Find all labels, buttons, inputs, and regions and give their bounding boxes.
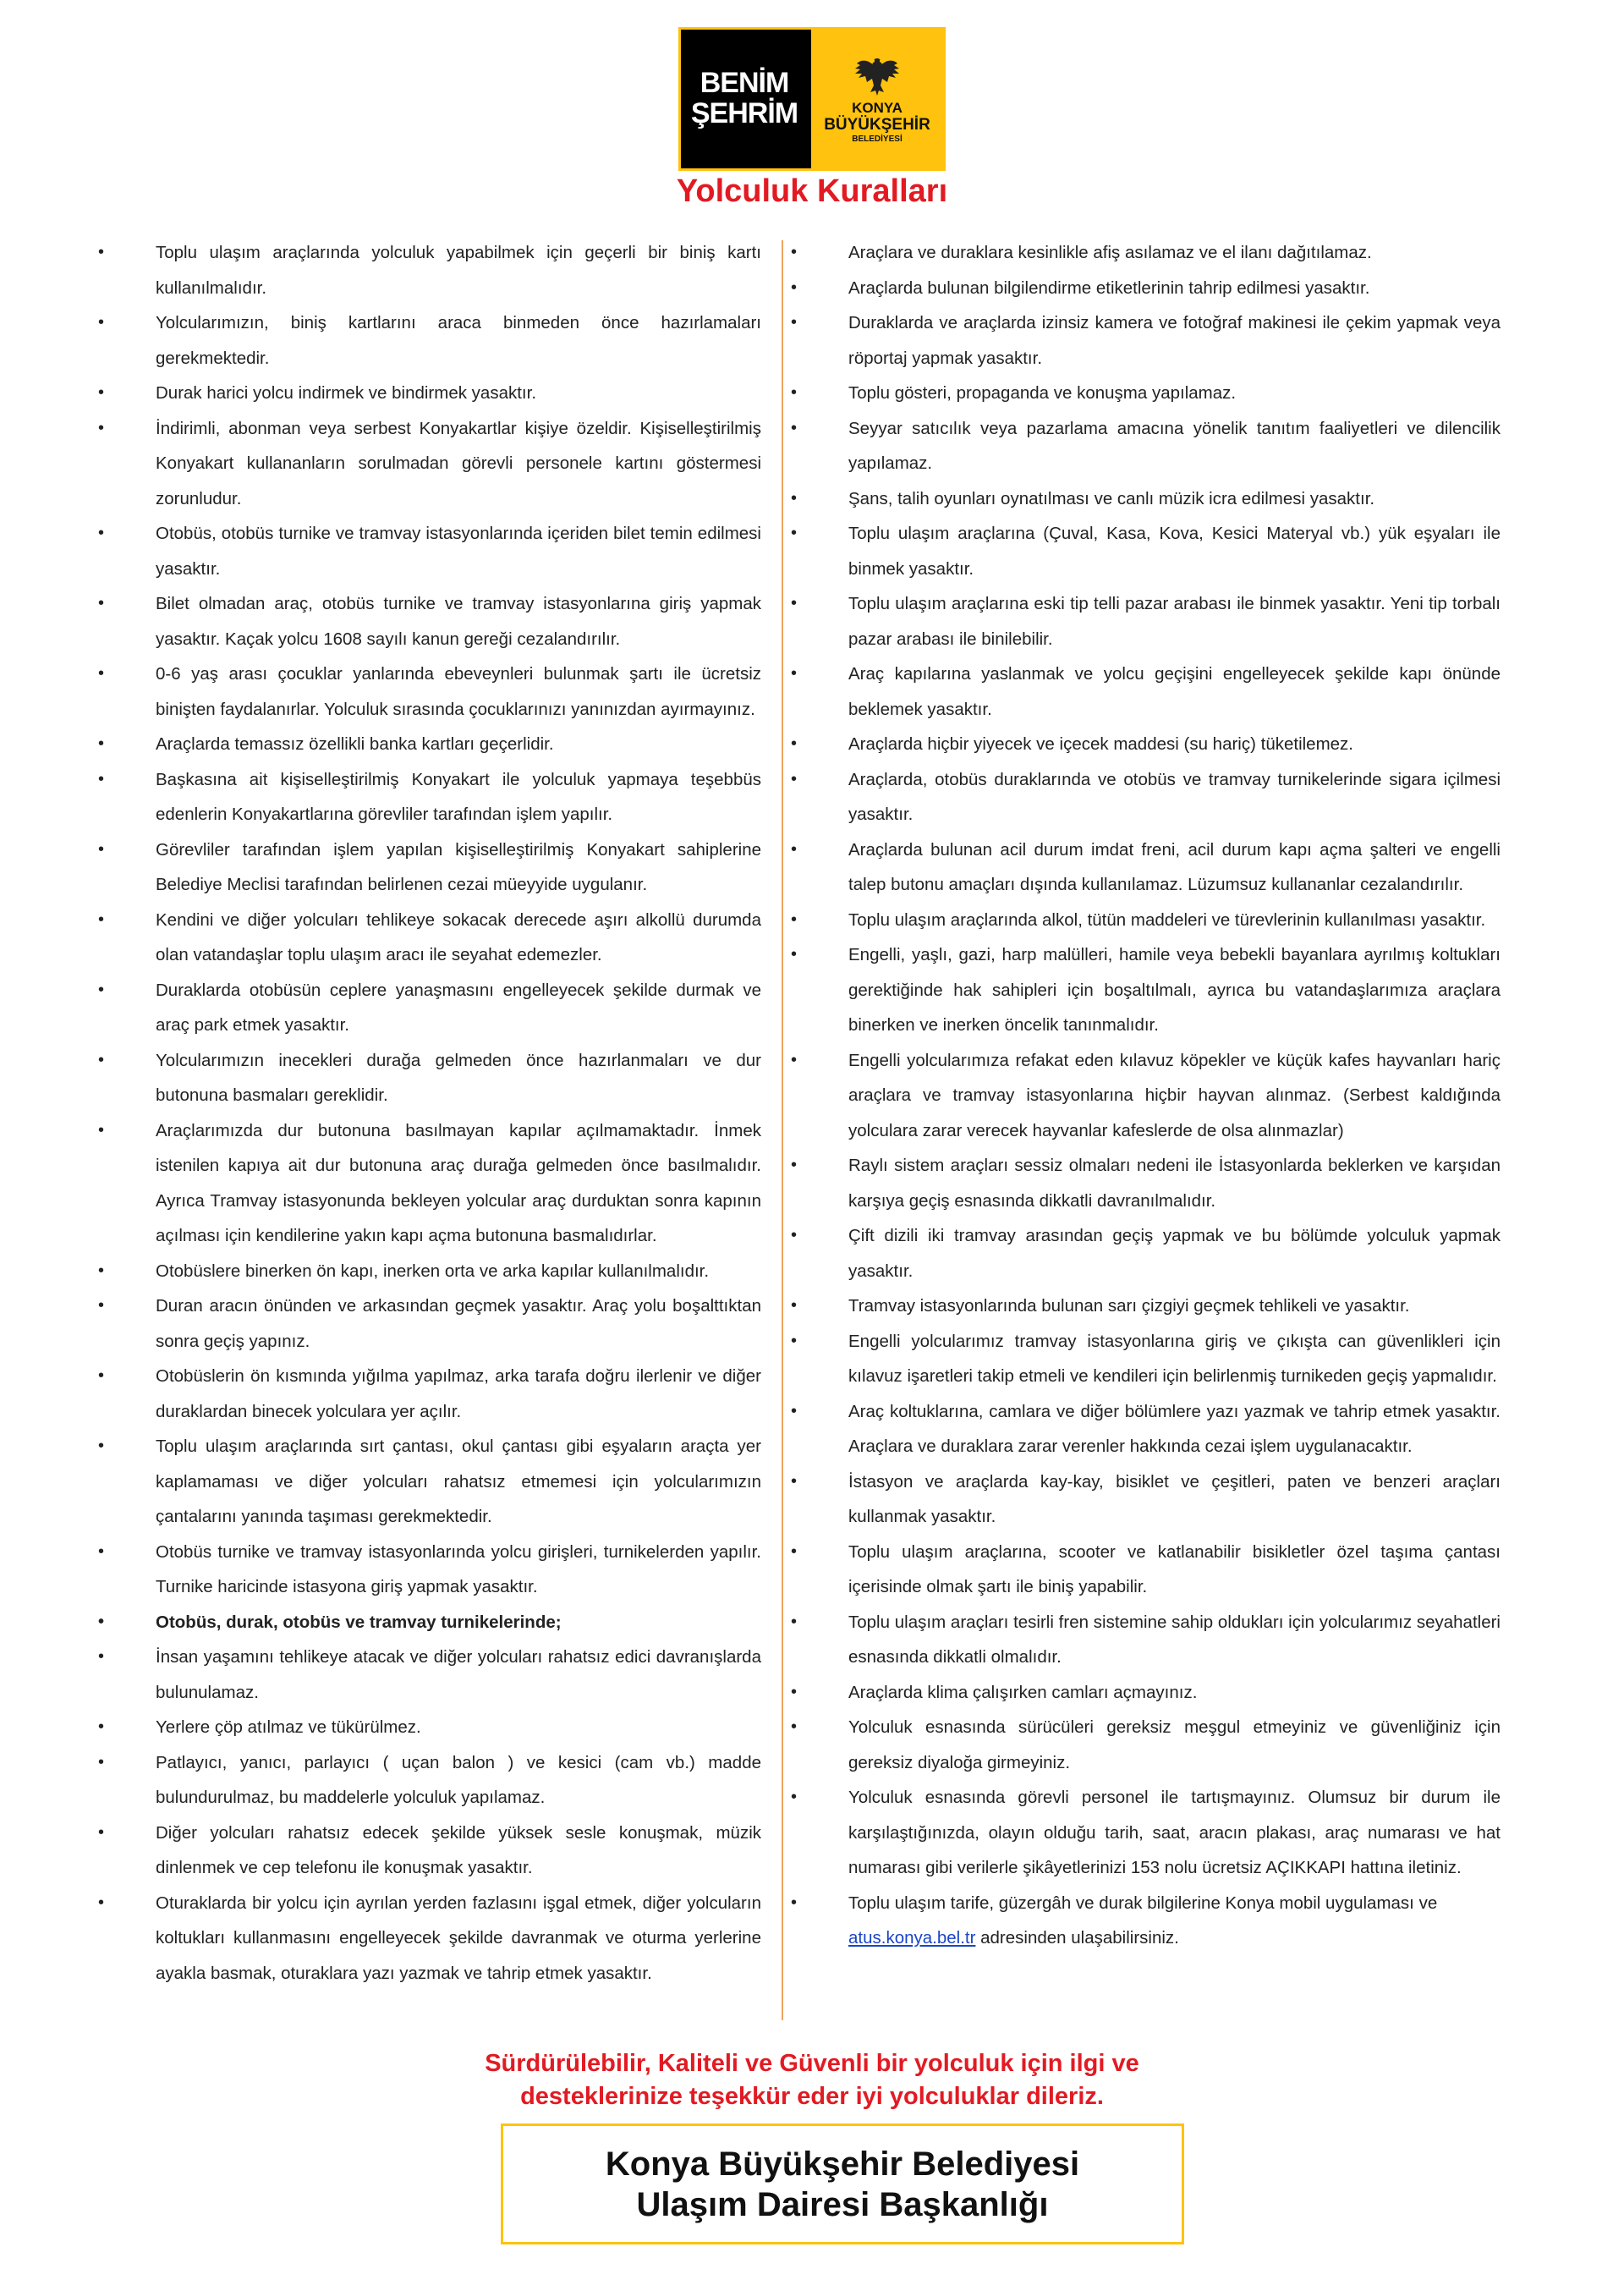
rule-item: • Otobüslerin ön kısmında yığılma yapılmaz, arka tarafa doğru ilerlenir ve diğer duraklardan binecek yolculara yer açılır. bbox=[93, 1359, 761, 1429]
rule-item: • Yolculuk esnasında sürücüleri gereksiz meşgul etmeyiniz ve güvenliğiniz için gereksiz diyaloğa girmeyiniz. bbox=[786, 1710, 1501, 1780]
double-headed-eagle-icon bbox=[850, 53, 904, 101]
rule-item: • Yolcularımızın inecekleri durağa gelmeden önce hazırlanmaları ve dur butonuna basmaları gereklidir. bbox=[93, 1043, 761, 1113]
rule-item: • Raylı sistem araçları sessiz olmaları nedeni ile İstasyonlarda beklerken ve karşıdan karşıya geçiş esnasında dikkatli davranılmalıdır. bbox=[786, 1148, 1501, 1218]
closing-line-2: desteklerinize teşekkür eder iyi yolculuklar dileriz. bbox=[520, 2083, 1104, 2110]
logo-text-line1: BENİM bbox=[700, 67, 789, 100]
footer-signature-box bbox=[501, 2123, 1184, 2244]
rule-item: • İnsan yaşamını tehlikeye atacak ve diğer yolcuları rahatsız edici davranışlarda bulunulamaz. bbox=[93, 1640, 761, 1710]
rule-item: • Araç koltuklarına, camlara ve diğer bölümlere yazı yazmak ve tahrip etmek yasaktır. Araçlara ve duraklara zarar verenler hakkında cezai işlem uygulanacaktır. bbox=[786, 1394, 1501, 1464]
rule-item: • Otobüslere binerken ön kapı, inerken orta ve arka kapılar kullanılmalıdır. bbox=[93, 1254, 761, 1289]
closing-line-1: Sürdürülebilir, Kaliteli ve Güvenli bir yolculuk için ilgi ve bbox=[485, 2050, 1139, 2077]
rule-item: • İndirimli, abonman veya serbest Konyakartlar kişiye özeldir. Kişiselleştirilmiş Konyakart kullananların sorulmadan görevli personele kartını göstermesi zorunludur. bbox=[93, 411, 761, 517]
rule-item: • Duran aracın önünden ve arkasından geçmek yasaktır. Araç yolu boşalttıktan sonra geçiş yapınız. bbox=[93, 1288, 761, 1359]
rule-item: • Engelli yolcularımız tramvay istasyonlarına giriş ve çıkışta can güvenlikleri için kılavuz işaretleri takip etmeli ve kendileri için belirlenmiş turnikeden geçiş yapmalıdır. bbox=[786, 1324, 1501, 1394]
rule-item: • Duraklarda ve araçlarda izinsiz kamera ve fotoğraf makinesi ile çekim yapmak veya röportaj yapmak yasaktır. bbox=[786, 305, 1501, 376]
rule-item: • Şans, talih oyunları oynatılması ve canlı müzik icra edilmesi yasaktır. bbox=[786, 481, 1501, 517]
footer-org-name: Konya Büyükşehir Belediyesi bbox=[605, 2145, 1080, 2183]
logo-buyuksehir-text: BÜYÜKŞEHİR bbox=[824, 115, 930, 134]
rule-item: • Duraklarda otobüsün ceplere yanaşmasını engelleyecek şekilde durmak ve araç park etmek yasaktır. bbox=[93, 973, 761, 1043]
logo-konya-text: KONYA bbox=[852, 100, 903, 117]
benim-sehrim-logo bbox=[681, 30, 808, 168]
rule-item: • Yolculuk esnasında görevli personel ile tartışmayınız. Olumsuz bir durum ile karşılaştığınızda, olayın olduğu tarih, saat, aracın plakası, araç numarası ve hat numarası gibi verilerle şikâyetlerinizi 153 nolu ücretsiz AÇIKKAPI hattına iletiniz. bbox=[786, 1780, 1501, 1886]
rule-item: • Çift dizili iki tramvay arasından geçiş yapmak ve bu bölümde yolculuk yapmak yasaktır. bbox=[786, 1218, 1501, 1288]
rule-item: • Otobüs turnike ve tramvay istasyonlarında yolcu girişleri, turnikelerden yapılır. Turnike haricinde istasyona giriş yapmak yasaktır. bbox=[93, 1535, 761, 1605]
rule-item: • Durak harici yolcu indirmek ve bindirmek yasaktır. bbox=[93, 376, 761, 411]
rules-list-right bbox=[786, 235, 1501, 1956]
rule-item: • Toplu ulaşım araçlarına (Çuval, Kasa, Kova, Kesici Materyal vb.) yük eşyaları ile binmek yasaktır. bbox=[786, 516, 1501, 586]
rule-item: • Patlayıcı, yanıcı, parlayıcı ( uçan balon ) ve kesici (cam vb.) madde bulundurulmaz, bu maddelerle yolculuk yapılamaz. bbox=[93, 1745, 761, 1816]
rules-column-left bbox=[93, 235, 761, 1991]
logo-belediyesi-text: BELEDİYESİ bbox=[852, 134, 903, 144]
footer-department-name: Ulaşım Dairesi Başkanlığı bbox=[636, 2185, 1049, 2223]
rule-item: • 0-6 yaş arası çocuklar yanlarında ebeveynleri bulunmak şartı ile ücretsiz binişten faydalanırlar. Yolculuk sırasında çocuklarınızı yanınızdan ayırmayınız. bbox=[93, 657, 761, 727]
atus-website-link[interactable]: atus.konya.bel.tr bbox=[848, 1928, 976, 1948]
rule-item: • Toplu ulaşım araçlarına eski tip telli pazar arabası ile binmek yasaktır. Yeni tip torbalı pazar arabası ile binilebilir. bbox=[786, 586, 1501, 657]
rule-item: • Bilet olmadan araç, otobüs turnike ve tramvay istasyonlarına giriş yapmak yasaktır. Kaçak yolcu 1608 sayılı kanun gereği cezalandırılır. bbox=[93, 586, 761, 657]
rules-list-left bbox=[93, 235, 761, 1991]
rule-item: • Toplu ulaşım araçlarında alkol, tütün maddeleri ve türevlerinin kullanılması yasaktır. bbox=[786, 903, 1501, 938]
rule-item: • Araçlarda bulunan bilgilendirme etiketlerinin tahrip edilmesi yasaktır. bbox=[786, 271, 1501, 306]
rule-item: • Otobüs, otobüs turnike ve tramvay istasyonlarında içeriden bilet temin edilmesi yasaktır. bbox=[93, 516, 761, 586]
rule-item: • Toplu gösteri, propaganda ve konuşma yapılamaz. bbox=[786, 376, 1501, 411]
closing-message bbox=[0, 2047, 1624, 2113]
page-title: Yolculuk Kuralları bbox=[676, 173, 948, 209]
konya-buyuksehir-logo bbox=[808, 30, 943, 168]
rule-item: • Araçlarda klima çalışırken camları açmayınız. bbox=[786, 1675, 1501, 1711]
rule-item: • Oturaklarda bir yolcu için ayrılan yerden fazlasını işgal etmek, diğer yolcuların koltukları kullanmasını engelleyecek şekilde davranmak ve oturma yerlerine ayakla basmak, oturaklara yazı yazmak ve tahrip etmek yasaktır. bbox=[93, 1886, 761, 1992]
rule-item: • Toplu ulaşım tarife, güzergâh ve durak bilgilerine Konya mobil uygulaması ve atus.konya.bel.tr adresinden ulaşabilirsiniz. bbox=[786, 1886, 1501, 1956]
rule-item: • Araçlarımızda dur butonuna basılmayan kapılar açılmamaktadır. İnmek istenilen kapıya ait dur butonuna araç durağa gelmeden önce basılmalıdır. Ayrıca Tramvay istasyonunda bekleyen yolcular araç durduktan sonra kapının açılması için kendilerine yakın kapı açma butonuna basmalıdırlar. bbox=[93, 1113, 761, 1254]
rule-item: • Otobüs, durak, otobüs ve tramvay turnikelerinde; bbox=[93, 1605, 761, 1640]
rule-item: • Araçlara ve duraklara kesinlikle afiş asılamaz ve el ilanı dağıtılamaz. bbox=[786, 235, 1501, 271]
logo bbox=[678, 27, 946, 171]
rule-item: • Görevliler tarafından işlem yapılan kişiselleştirilmiş Konyakart sahiplerine Belediye Meclisi tarafından belirlenen cezai müeyyide uygulanır. bbox=[93, 832, 761, 903]
rule-item: • Engelli, yaşlı, gazi, harp malülleri, hamile veya bebekli bayanlara ayrılmış koltukları gerektiğinde hak sahipleri için boşaltılmalı, ayrıca bu vatandaşlarımıza araçlara binerken ve inerken öncelik tanınmalıdır. bbox=[786, 937, 1501, 1043]
rule-item: • İstasyon ve araçlarda kay-kay, bisiklet ve çeşitleri, paten ve benzeri araçları kullanmak yasaktır. bbox=[786, 1464, 1501, 1535]
rule-item: • Tramvay istasyonlarında bulunan sarı çizgiyi geçmek tehlikeli ve yasaktır. bbox=[786, 1288, 1501, 1324]
rule-item: • Toplu ulaşım araçlarına, scooter ve katlanabilir bisikletler özel taşıma çantası içerisinde olmak şartı ile biniş yapabilir. bbox=[786, 1535, 1501, 1605]
rule-item: • Diğer yolcuları rahatsız edecek şekilde yüksek sesle konuşmak, müzik dinlenmek ve cep telefonu ile konuşmak yasaktır. bbox=[93, 1816, 761, 1886]
rule-item: • Toplu ulaşım araçlarında sırt çantası, okul çantası gibi eşyaların araçta yer kaplamaması ve diğer yolcuları rahatsız etmemesi için yolcularımızın çantalarını yanında taşıması gerekmektedir. bbox=[93, 1429, 761, 1535]
rule-item: • Araç kapılarına yaslanmak ve yolcu geçişini engelleyecek şekilde kapı önünde beklemek yasaktır. bbox=[786, 657, 1501, 727]
rule-item: • Engelli yolcularımıza refakat eden kılavuz köpekler ve küçük kafes hayvanları hariç araçlara ve tramvay istasyonlarına hiçbir hayvan alınmaz. (Serbest kaldığında yolculara zarar verecek hayvanlar kafeslerde de olsa alınmazlar) bbox=[786, 1043, 1501, 1149]
rule-item: • Araçlarda, otobüs duraklarında ve otobüs ve tramvay turnikelerinde sigara içilmesi yasaktır. bbox=[786, 762, 1501, 832]
rule-item: • Araçlarda temassız özellikli banka kartları geçerlidir. bbox=[93, 727, 761, 762]
column-divider bbox=[782, 240, 783, 2020]
rule-item: • Toplu ulaşım araçları tesirli fren sistemine sahip oldukları için yolcularımız seyahatleri esnasında dikkatli olmalıdır. bbox=[786, 1605, 1501, 1675]
rules-column-right bbox=[786, 235, 1501, 1956]
rule-item: • Seyyar satıcılık veya pazarlama amacına yönelik tanıtım faaliyetleri ve dilencilik yapılamaz. bbox=[786, 411, 1501, 481]
rule-item: • Kendini ve diğer yolcuları tehlikeye sokacak derecede aşırı alkollü durumda olan vatandaşlar toplu ulaşım aracı ile seyahat edemezler. bbox=[93, 903, 761, 973]
link-suffix-text: adresinden ulaşabilirsiniz. bbox=[975, 1928, 1179, 1948]
rule-item: • Yerlere çöp atılmaz ve tükürülmez. bbox=[93, 1710, 761, 1745]
rule-item: • Araçlarda bulunan acil durum imdat freni, acil durum kapı açma şalteri ve engelli talep butonu amaçları dışında kullanılamaz. Lüzumsuz kullananlar cezalandırılır. bbox=[786, 832, 1501, 903]
rule-item: • Araçlarda hiçbir yiyecek ve içecek maddesi (su hariç) tüketilemez. bbox=[786, 727, 1501, 762]
rule-item: • Toplu ulaşım araçlarında yolculuk yapabilmek için geçerli bir biniş kartı kullanılmalıdır. bbox=[93, 235, 761, 305]
rule-item: • Yolcularımızın, biniş kartlarını araca binmeden önce hazırlamaları gerekmektedir. bbox=[93, 305, 761, 376]
rule-item: • Başkasına ait kişiselleştirilmiş Konyakart ile yolculuk yapmaya teşebbüs edenlerin Konyakartlarına görevliler tarafından işlem yapılır. bbox=[93, 762, 761, 832]
logo-text-line2: ŞEHRİM bbox=[690, 97, 798, 129]
